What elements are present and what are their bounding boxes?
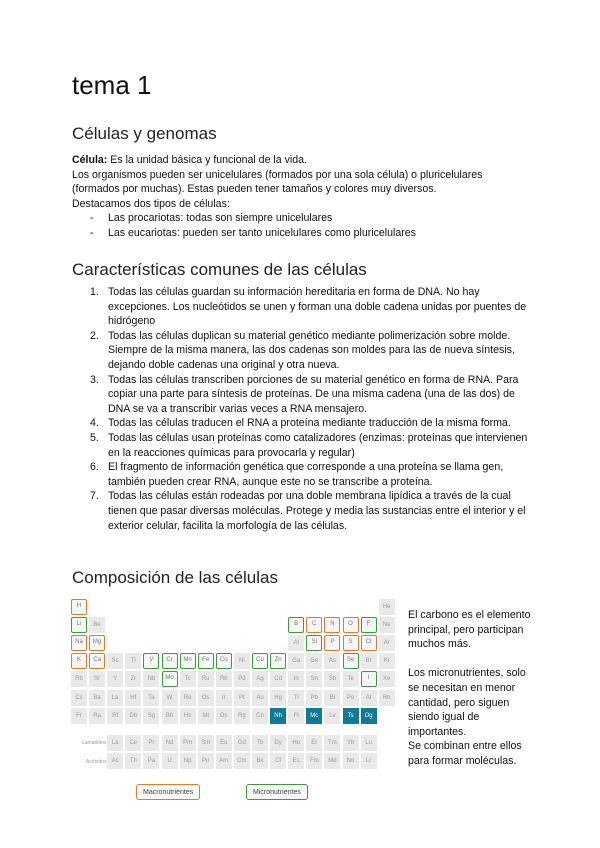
element-fl: Fl (288, 708, 304, 724)
element-hs: Hs (180, 708, 196, 724)
element-sg: Sg (143, 708, 159, 724)
element-la: La (107, 735, 123, 751)
element-po: Po (343, 690, 359, 706)
element-se: Se (343, 653, 359, 669)
element-os: Os (198, 690, 214, 706)
list-item-procariotas: - Las procariotas: todas son siempre unicelulares (72, 211, 416, 226)
lanthanides-label: Lantánidos (82, 740, 107, 746)
element-si: Si (306, 635, 322, 651)
element-c: C (306, 617, 322, 633)
element-nh: Nh (270, 708, 286, 724)
element-ra: Ra (89, 708, 105, 724)
heading-celulas-y-genomas: Células y genomas (72, 124, 217, 143)
element-ds: Ds (216, 708, 232, 724)
element-cl: Cl (361, 635, 377, 651)
element-pu: Pu (198, 753, 214, 769)
legend-macronutrientes: Macronutrientes (136, 784, 200, 800)
element-na: Na (71, 635, 87, 651)
element-es: Es (288, 753, 304, 769)
element-tc: Tc (180, 671, 196, 687)
element-zn: Zn (270, 653, 286, 669)
element-np: Np (180, 753, 196, 769)
list-item (72, 285, 530, 329)
element-mt: Mt (198, 708, 214, 724)
element-tb: Tb (252, 735, 268, 751)
element-sn: Sn (306, 671, 322, 687)
actinides-label: Actínidos (86, 759, 107, 765)
element-s: S (343, 635, 359, 651)
element-cd: Cd (270, 671, 286, 687)
element-bk: Bk (252, 753, 268, 769)
element-v: V (143, 653, 159, 669)
element-la: La (107, 690, 123, 706)
element-ni: Ni (234, 653, 250, 669)
list-number: 4. (90, 417, 99, 430)
element-pm: Pm (180, 735, 196, 751)
element-og: Og (361, 708, 377, 724)
element-ba: Ba (89, 690, 105, 706)
element-bi: Bi (324, 690, 340, 706)
heading-composicion: Composición de las células (72, 568, 278, 587)
element-mn: Mn (180, 653, 196, 669)
element-h: H (71, 599, 87, 615)
element-cf: Cf (270, 753, 286, 769)
element-br: Br (361, 653, 377, 669)
element-ar: Ar (379, 635, 395, 651)
element-dy: Dy (270, 735, 286, 751)
element-in: In (288, 671, 304, 687)
list-item-eucariotas: - Las eucariotas: pueden ser tanto unicelulares como pluricelulares (72, 226, 416, 241)
list-item (72, 329, 530, 373)
element-er: Er (306, 735, 322, 751)
element-db: Db (125, 708, 141, 724)
element-al: Al (288, 635, 304, 651)
cell-types-list (72, 211, 416, 240)
element-fe: Fe (198, 653, 214, 669)
element-pa: Pa (143, 753, 159, 769)
element-f: F (361, 617, 377, 633)
list-item-text: Todas las células transcriben porciones de su material genético en forma de RNA. Para copiar una parte para síntesis de proteínas. De una misma cadena (una de las dos) de DNA se va a transcribir varias veces a RNA mensajero. (108, 373, 519, 415)
element-ge: Ge (306, 653, 322, 669)
list-item (72, 460, 530, 489)
element-k: K (71, 653, 87, 669)
element-th: Th (125, 753, 141, 769)
element-sm: Sm (198, 735, 214, 751)
element-lv: Lv (324, 708, 340, 724)
element-cr: Cr (162, 653, 178, 669)
element-lr: Lr (361, 753, 377, 769)
element-bh: Bh (162, 708, 178, 724)
element-hf: Hf (125, 690, 141, 706)
element-pb: Pb (306, 690, 322, 706)
list-item (72, 489, 530, 533)
element-nb: Nb (143, 671, 159, 687)
paragraph-organisms: Los organismos pueden ser unicelulares (formados por una sola célula) o pluricelulares (formados por muchas). Estas pueden tener tamaños y colores muy diversos. (72, 168, 483, 196)
element-sc: Sc (107, 653, 123, 669)
element-ag: Ag (252, 671, 268, 687)
element-b: B (288, 617, 304, 633)
list-item-text: El fragmento de información genética que corresponde a una proteína se llama gen, también pueden crear RNA, aunque este no se transcribe a proteína. (108, 461, 504, 488)
element-zr: Zr (125, 671, 141, 687)
element-cm: Cm (234, 753, 250, 769)
list-item (72, 431, 530, 460)
element-ho: Ho (288, 735, 304, 751)
element-no: No (343, 753, 359, 769)
element-ru: Ru (198, 671, 214, 687)
element-p: P (324, 635, 340, 651)
element-hg: Hg (270, 690, 286, 706)
list-item-text: Todas las células usan proteínas como catalizadores (enzimas: proteínas que intervienen en la reacciones químicas para provocarla y regular) (108, 431, 528, 459)
element-rg: Rg (234, 708, 250, 724)
element-tl: Tl (288, 690, 304, 706)
element-yb: Yb (343, 735, 359, 751)
element-rh: Rh (216, 671, 232, 687)
list-number: 6. (90, 461, 99, 474)
element-kr: Kr (379, 653, 395, 669)
paragraph-types: Destacamos dos tipos de células: (72, 197, 230, 210)
list-number: 3. (90, 373, 99, 386)
element-gd: Gd (234, 735, 250, 751)
list-item (72, 373, 530, 417)
note-micronutrients: Los micronutrientes, solo se necesitan en menor cantidad, pero siguen siendo igual de importantes. (408, 667, 526, 738)
element-mg: Mg (89, 635, 105, 651)
list-item-text: Todas las células están rodeadas por una doble membrana lipídica a través de la cual tienen que pasar diversas moléculas. Protege y media las sustancias entre el interior y el exterior celular, facilita la morfología de las células. (108, 490, 526, 532)
list-number: 2. (90, 329, 99, 342)
element-fr: Fr (71, 708, 87, 724)
composition-notes (408, 608, 538, 769)
element-md: Md (324, 753, 340, 769)
element-at: At (361, 690, 377, 706)
element-cs: Cs (71, 690, 87, 706)
definition-text: Es la unidad básica y funcional de la vida. (107, 154, 307, 166)
element-o: O (343, 617, 359, 633)
page-title: tema 1 (72, 70, 152, 100)
list-number: 5. (90, 431, 99, 444)
element-fm: Fm (306, 753, 322, 769)
note-carbon: El carbono es el elemento principal, pero participan muchos más. (408, 609, 531, 651)
element-u: U (162, 753, 178, 769)
element-rb: Rb (71, 671, 87, 687)
element-n: N (324, 617, 340, 633)
element-y: Y (107, 671, 123, 687)
element-te: Te (343, 671, 359, 687)
cell-definition (72, 153, 532, 168)
element-ti: Ti (125, 653, 141, 669)
legend-micronutrientes: Micronutrientes (246, 784, 308, 800)
element-nd: Nd (162, 735, 178, 751)
element-lu: Lu (361, 735, 377, 751)
element-cu: Cu (252, 653, 268, 669)
element-am: Am (216, 753, 232, 769)
list-item-text: Todas las células guardan su información hereditaria en forma de DNA. No hay excepciones. Los nucleótidos se unen y forman una doble cadena unidas por puentes de hidrógeno (108, 286, 527, 328)
element-pr: Pr (143, 735, 159, 751)
element-eu: Eu (216, 735, 232, 751)
element-tm: Tm (324, 735, 340, 751)
element-sr: Sr (89, 671, 105, 687)
element-w: W (162, 690, 178, 706)
element-ca: Ca (89, 653, 105, 669)
element-ga: Ga (288, 653, 304, 669)
element-rn: Rn (379, 690, 395, 706)
element-pd: Pd (234, 671, 250, 687)
element-ts: Ts (343, 708, 359, 724)
element-pt: Pt (234, 690, 250, 706)
element-he: He (379, 599, 395, 615)
list-item-text: Todas las células duplican su material genético mediante polimerización sobre molde. Siempre de la misma manera, las dos cadenas son moldes para las de nueva síntesis, dejando doble cadenas una original y otra nueva. (108, 329, 515, 371)
element-mc: Mc (306, 708, 322, 724)
element-li: Li (71, 617, 87, 633)
element-sb: Sb (324, 671, 340, 687)
element-mo: Mo (162, 671, 178, 687)
element-ne: Ne (379, 617, 395, 633)
element-rf: Rf (107, 708, 123, 724)
element-ir: Ir (216, 690, 232, 706)
list-item (72, 416, 530, 431)
element-ce: Ce (125, 735, 141, 751)
element-cn: Cn (252, 708, 268, 724)
element-be: Be (89, 617, 105, 633)
characteristics-list (72, 285, 530, 533)
heading-caracteristicas: Características comunes de las células (72, 260, 367, 279)
element-re: Re (180, 690, 196, 706)
list-item-text: Todas las células traducen el RNA a proteína mediante traducción de la misma forma. (108, 417, 511, 430)
note-combine: Se combinan entre ellos para formar moléculas. (408, 740, 522, 767)
definition-term: Célula: (72, 154, 108, 166)
element-au: Au (252, 690, 268, 706)
element-ac: Ac (107, 753, 123, 769)
element-i: I (361, 671, 377, 687)
list-number: 7. (90, 490, 99, 503)
element-as: As (324, 653, 340, 669)
element-co: Co (216, 653, 232, 669)
element-xe: Xe (379, 671, 395, 687)
list-number: 1. (90, 286, 99, 298)
element-ta: Ta (143, 690, 159, 706)
